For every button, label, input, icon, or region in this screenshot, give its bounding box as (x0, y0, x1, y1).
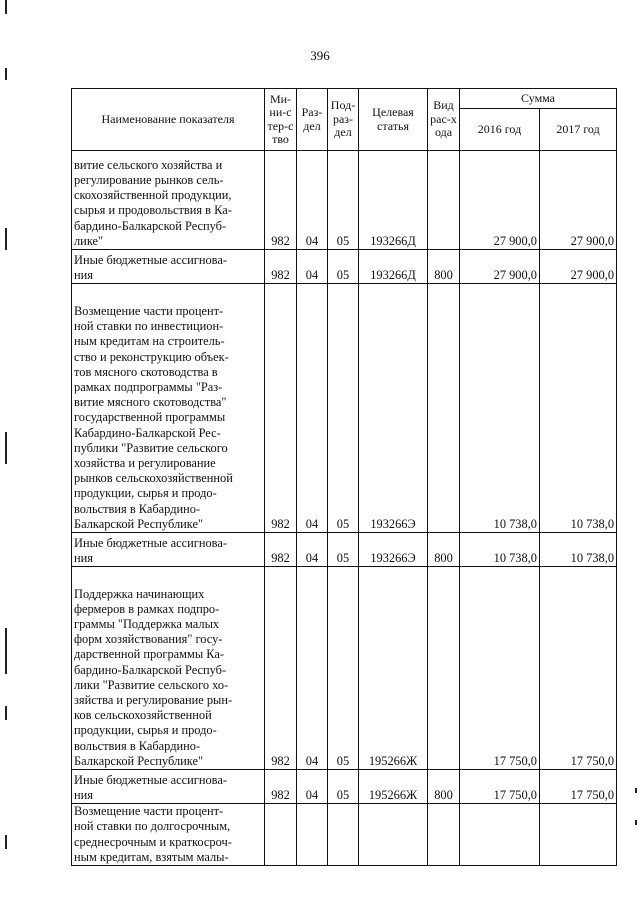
header-section (297, 89, 328, 151)
row-name-line: среднесрочным и краткосроч- (74, 834, 232, 849)
row-subsection: 05 (328, 151, 359, 250)
row-name-line: лики "Развитие сельского хо- (74, 677, 229, 692)
row-name-line: вольствия в Кабардино- (74, 501, 201, 516)
row-target: 195266Ж (359, 567, 428, 770)
row-value-2017 (540, 804, 617, 866)
row-section: 04 (297, 770, 328, 804)
header-row (72, 89, 617, 109)
row-name-line: вольствия в Кабардино- (74, 738, 201, 753)
scan-edge-mark (5, 228, 7, 250)
table-row (72, 770, 617, 804)
row-name (72, 770, 265, 804)
row-target: 195266Ж (359, 770, 428, 804)
row-subsection: 05 (328, 533, 359, 567)
row-name-line: Кабардино-Балкарской Рес- (74, 425, 221, 440)
row-ministry: 982 (265, 284, 297, 533)
row-name-line: ной ставки по инвестицион- (74, 319, 224, 334)
row-target (359, 804, 428, 866)
row-name-line: продукции, сырья и продо- (74, 723, 217, 738)
row-name-line: Поддержка начинающих (74, 586, 205, 601)
row-subsection: 05 (328, 770, 359, 804)
row-name (72, 533, 265, 567)
row-name-line: скохозяйственной продукции, (74, 188, 232, 203)
scan-edge-mark (5, 0, 7, 14)
row-value-2016: 27 900,0 (460, 151, 540, 250)
row-ministry: 982 (265, 567, 297, 770)
row-name-line: сырья и продовольствия в Ка- (74, 203, 232, 218)
row-name-line: Балкарской Республике" (74, 516, 204, 531)
row-expense-type: 800 (428, 250, 460, 284)
row-subsection: 05 (328, 284, 359, 533)
scan-edge-mark (5, 68, 7, 80)
row-name-line: продукции, сырья и продо- (74, 486, 217, 501)
row-value-2016: 10 738,0 (460, 533, 540, 567)
row-value-2016 (460, 804, 540, 866)
row-value-2016: 27 900,0 (460, 250, 540, 284)
row-section: 04 (297, 284, 328, 533)
scan-edge-mark (635, 820, 637, 825)
row-name-line: ков сельскохозяйственной (74, 708, 212, 723)
row-name-line: граммы "Поддержка малых (74, 616, 220, 631)
row-value-2017: 17 750,0 (540, 567, 617, 770)
row-target: 193266Д (359, 151, 428, 250)
scan-edge-mark (635, 788, 637, 793)
row-name-line: Иные бюджетные ассигнова- (74, 772, 227, 787)
row-target: 193266Э (359, 533, 428, 567)
row-section: 04 (297, 250, 328, 284)
row-name-line: бардино-Балкарской Респуб- (74, 662, 227, 677)
header-target: Целевая статья (359, 89, 428, 151)
row-name-line: ным кредитам на строитель- (74, 334, 225, 349)
scan-edge-mark (5, 628, 7, 674)
table-row (72, 284, 617, 533)
header-section-text: Раз-дел (301, 105, 323, 133)
row-name-line: ния (74, 787, 93, 802)
table-row (72, 151, 617, 250)
row-section: 04 (297, 567, 328, 770)
table-row (72, 533, 617, 567)
row-expense-type (428, 804, 460, 866)
header-sum: Сумма (460, 89, 617, 109)
page-number: 396 (310, 48, 330, 63)
table-row (72, 250, 617, 284)
row-name-line: рамках подпрограммы "Раз- (74, 379, 223, 394)
row-name-line: тов мясного скотоводства в (74, 364, 218, 379)
row-name-line: лике" (74, 233, 104, 248)
row-name-line: Возмещение части процент- (74, 804, 224, 819)
row-value-2016: 10 738,0 (460, 284, 540, 533)
row-subsection: 05 (328, 567, 359, 770)
scan-edge-mark (5, 432, 7, 464)
scan-edge-mark (5, 706, 7, 720)
scan-edge-mark (5, 835, 7, 849)
row-name-line: публики "Развитие сельского (74, 440, 228, 455)
row-name-line: Балкарской Республике" (74, 753, 204, 768)
row-expense-type (428, 284, 460, 533)
row-name-line: ной ставки по долгосрочным, (74, 819, 231, 834)
row-value-2017: 27 900,0 (540, 250, 617, 284)
row-expense-type (428, 151, 460, 250)
row-ministry: 982 (265, 151, 297, 250)
row-subsection (328, 804, 359, 866)
row-name-line: бардино-Балкарской Респуб- (74, 218, 227, 233)
row-value-2017: 10 738,0 (540, 533, 617, 567)
header-ministry-text: Ми-ни-стер-ство (267, 91, 294, 146)
row-value-2016: 17 750,0 (460, 770, 540, 804)
row-expense-type: 800 (428, 770, 460, 804)
table-body (72, 151, 617, 866)
row-name-line: регулирование рынков сель- (74, 172, 224, 187)
row-section: 04 (297, 533, 328, 567)
row-value-2017: 10 738,0 (540, 284, 617, 533)
table-row (72, 567, 617, 770)
row-name-line: форм хозяйствования" госу- (74, 632, 223, 647)
row-target: 193266Д (359, 250, 428, 284)
row-name (72, 804, 265, 866)
header-expense-type-text: Вид рас-хода (430, 98, 457, 140)
header-name: Наименование показателя (72, 89, 265, 151)
row-section (297, 804, 328, 866)
row-name-line: ния (74, 267, 93, 282)
row-ministry: 982 (265, 533, 297, 567)
header-subsection (328, 89, 359, 151)
row-name-line: фермеров в рамках подпро- (74, 601, 220, 616)
budget-table (71, 88, 617, 866)
row-name-line: государственной программы (74, 410, 226, 425)
row-name (72, 151, 265, 250)
row-ministry (265, 804, 297, 866)
table-row (72, 804, 617, 866)
row-name-line: хозяйства и регулирование (74, 455, 216, 470)
row-name-line: рынков сельскохозяйственной (74, 471, 233, 486)
header-ministry (265, 89, 297, 151)
row-name-line: Иные бюджетные ассигнова- (74, 535, 227, 550)
row-name-line: зяйства и регулирование рын- (74, 692, 233, 707)
row-name-line: Возмещение части процент- (74, 303, 224, 318)
header-expense-type (428, 89, 460, 151)
row-section: 04 (297, 151, 328, 250)
row-value-2017: 17 750,0 (540, 770, 617, 804)
row-name-line: ным кредитам, взятым малы- (74, 849, 229, 864)
row-subsection: 05 (328, 250, 359, 284)
header-2016: 2016 год (460, 109, 540, 151)
row-expense-type (428, 567, 460, 770)
row-expense-type: 800 (428, 533, 460, 567)
row-ministry: 982 (265, 770, 297, 804)
row-name-line: Иные бюджетные ассигнова- (74, 252, 227, 267)
row-name (72, 284, 265, 533)
row-name (72, 250, 265, 284)
row-ministry: 982 (265, 250, 297, 284)
row-name-line: ния (74, 550, 93, 565)
row-name-line: ство и реконструкцию объек- (74, 349, 229, 364)
header-2017: 2017 год (540, 109, 617, 151)
row-name (72, 567, 265, 770)
row-name-line: витие сельского хозяйства и (74, 157, 223, 172)
row-target: 193266Э (359, 284, 428, 533)
header-subsection-text: Под-раз-дел (330, 98, 356, 140)
row-value-2016: 17 750,0 (460, 567, 540, 770)
row-value-2017: 27 900,0 (540, 151, 617, 250)
row-name-line: дарственной программы Ка- (74, 647, 225, 662)
row-name-line: витие мясного скотоводства" (74, 395, 227, 410)
